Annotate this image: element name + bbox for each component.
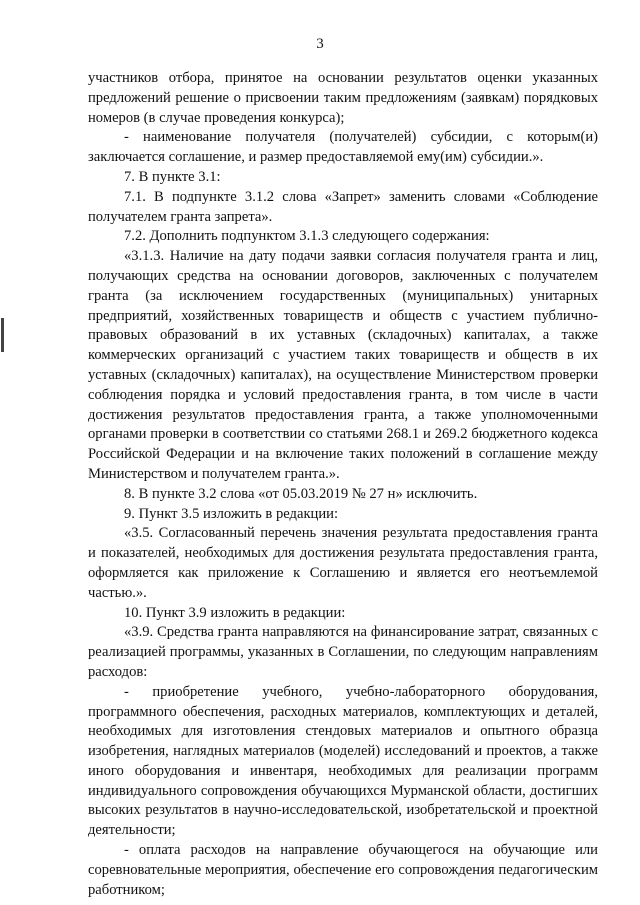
paragraph: 8. В пункте 3.2 слова «от 05.03.2019 № 27 н» исключить. — [124, 485, 478, 502]
paragraph: 10. Пункт 3.9 изложить в редакции: — [124, 604, 346, 621]
paragraph: 7.1. В подпункте 3.1.2 слова «Запрет» заменить словами «Соблюдение получателем гранта запрета». — [88, 188, 598, 225]
paragraph: «3.1.3. Наличие на дату подачи заявки согласия получателя гранта и лиц, получающих средства на основании договоров, заключенных с получателем гранта (за исключением государственных (муниципальных) унитарных предприятий, хозяйственных товариществ и обществ с участием публично-правовых образований в их уставных (складочных) капиталах, а также коммерческих организаций с участием таких товариществ и обществ в их уставных (складочных) капиталах), на осуществление Министерством проверки соблюдения порядка и условий предоставления гранта, в том числе в части достижения результатов предоставления гранта, а также уполномоченными органами проверки в соответствии со статьями 268.1 и 269.2 бюджетного кодекса Российской Федерации и на включение таких положений в соглашение между Министерством и получателем гранта.». — [88, 248, 598, 482]
page-number: 3 — [316, 36, 324, 52]
paragraph: 9. Пункт 3.5 изложить в редакции: — [124, 505, 339, 522]
paragraph: участников отбора, принятое на основании результатов оценки указанных предложений решение о присвоении таким предложениям (заявкам) порядковых номеров (в случае проведения конкурса); — [88, 70, 598, 126]
paragraph: - приобретение учебного, учебно-лабораторного оборудования, программного обеспечения, расходных материалов, комплектующих и деталей, необходимых для изготовления стендовых материалов и опытного образца изобретения, наглядных материалов (моделей) исследований и проектов, а также иного оборудования и инвентаря, необходимых для реализации программ индивидуального сопровождения обучающихся Мурманской области, достигших высоких результатов в научно-исследовательской, изобретательской и проектной деятельности; — [88, 683, 598, 839]
paragraph: 7. В пункте 3.1: — [124, 168, 221, 185]
paragraph: «3.5. Согласованный перечень значения результата предоставления гранта и показателей, необходимых для достижения результата предоставления гранта, оформляется как приложение к Соглашению и является его неотъемлемой частью.». — [88, 525, 598, 601]
document-body — [88, 69, 598, 900]
paragraph: - оплата расходов на направление обучающегося на обучающие или соревновательные мероприятия, обеспечение его сопровождения педагогическим работником; — [88, 842, 598, 898]
paragraph: - наименование получателя (получателей) субсидии, с которым(и) заключается соглашение, и размер предоставляемой ему(им) субсидии.». — [88, 129, 598, 166]
scan-edge-mark — [1, 318, 4, 352]
paragraph: «3.9. Средства гранта направляются на финансирование затрат, связанных с реализацией программы, указанных в Соглашении, по следующим направлениям расходов: — [88, 624, 598, 680]
paragraph: 7.2. Дополнить подпунктом 3.1.3 следующего содержания: — [124, 228, 490, 245]
